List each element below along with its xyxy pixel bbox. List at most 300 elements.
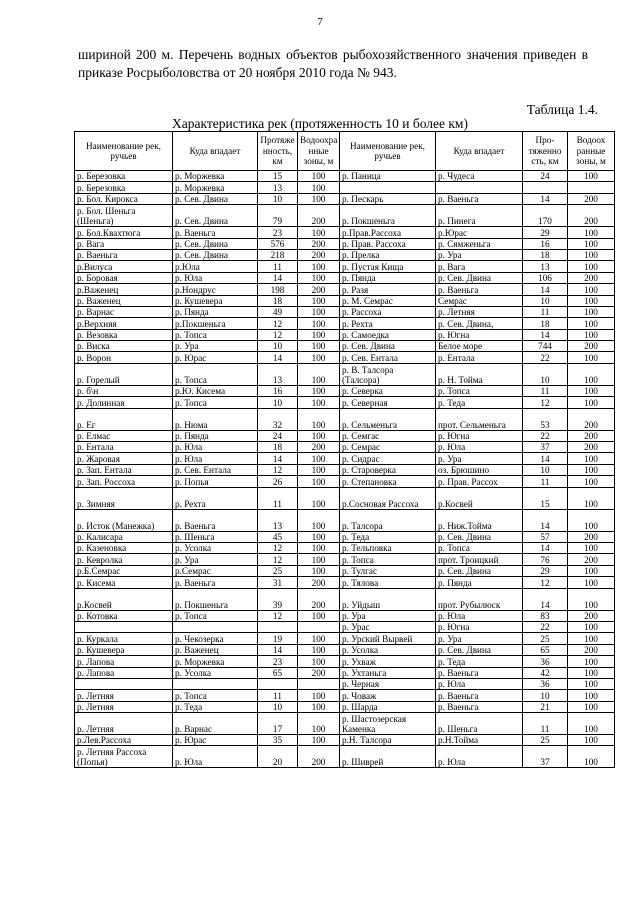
table-cell: р. Исток (Манежка) xyxy=(75,509,173,531)
table-cell: 576 xyxy=(258,238,298,249)
table-cell: 16 xyxy=(258,385,298,396)
table-cell: 200 xyxy=(568,193,615,204)
table-label: Таблица 1.4. xyxy=(526,102,598,117)
table-cell: 11 xyxy=(258,261,298,272)
table-cell: 18 xyxy=(523,318,568,329)
table-cell: 12 xyxy=(258,610,298,621)
table-cell: 13 xyxy=(523,261,568,272)
table-row xyxy=(75,284,615,295)
table-cell: р. Прав. Рассох xyxy=(436,476,523,487)
table-row xyxy=(75,735,615,746)
table-row xyxy=(75,363,615,385)
table-cell: 200 xyxy=(298,588,340,610)
table-cell: 200 xyxy=(298,577,340,588)
table-cell: р. Вага xyxy=(436,261,523,272)
table-cell: р. Паница xyxy=(340,171,436,182)
table-cell: р. Моржевка xyxy=(173,656,258,667)
table-cell: р. Ентала xyxy=(436,352,523,363)
table-cell: 200 xyxy=(298,667,340,678)
table-row xyxy=(75,610,615,621)
table-cell: р. Югна xyxy=(436,430,523,441)
table-cell: р. Пустая Кища xyxy=(340,261,436,272)
table-cell: 13 xyxy=(258,363,298,385)
table-cell: р.Косвей xyxy=(436,487,523,509)
table-row xyxy=(75,341,615,352)
table-cell: 100 xyxy=(568,284,615,295)
table-cell: р. Шеньга xyxy=(436,713,523,735)
table-row xyxy=(75,272,615,283)
table-cell: 100 xyxy=(298,341,340,352)
table-row xyxy=(75,385,615,396)
table-cell: р. М. Семрас xyxy=(340,295,436,306)
table-row xyxy=(75,577,615,588)
table-cell: 45 xyxy=(258,531,298,542)
table-cell: р. Кушевера xyxy=(173,295,258,306)
table-cell: 79 xyxy=(258,205,298,227)
table-row xyxy=(75,193,615,204)
table-cell: р. Семгас xyxy=(340,430,436,441)
table-cell: р. Шарда xyxy=(340,701,436,712)
table-cell: р. Талсора xyxy=(340,509,436,531)
table-cell: р. Топса xyxy=(173,363,258,385)
table-cell xyxy=(173,678,258,689)
table-row xyxy=(75,306,615,317)
table-cell: р. Ухтаньга xyxy=(340,667,436,678)
table-cell: 100 xyxy=(298,171,340,182)
header-cell: Куда впадает xyxy=(173,132,258,171)
table-cell: р. Топса xyxy=(340,554,436,565)
table-cell xyxy=(173,621,258,632)
table-cell: 200 xyxy=(568,442,615,453)
table-cell: 100 xyxy=(568,542,615,553)
table-cell: 76 xyxy=(523,554,568,565)
table-row xyxy=(75,238,615,249)
table-cell: 24 xyxy=(258,430,298,441)
table-row xyxy=(75,565,615,576)
table-cell: р. Югна xyxy=(436,621,523,632)
table-cell: 200 xyxy=(568,610,615,621)
table-cell xyxy=(258,678,298,689)
table-cell: 53 xyxy=(523,408,568,430)
table-cell: р. Калисара xyxy=(75,531,173,542)
table-cell: р. Усолка xyxy=(340,644,436,655)
table-cell: 100 xyxy=(568,509,615,531)
table-cell: р. Березовка xyxy=(75,171,173,182)
table-cell: 100 xyxy=(568,667,615,678)
table-cell xyxy=(258,621,298,632)
table-cell: 100 xyxy=(568,577,615,588)
table-cell: р. Варнас xyxy=(173,713,258,735)
table-cell: р. Сидрас xyxy=(340,453,436,464)
table-cell: 32 xyxy=(258,408,298,430)
table-cell: р. Ваеньга xyxy=(436,701,523,712)
table-cell xyxy=(340,182,436,193)
table-cell: 100 xyxy=(568,295,615,306)
table-row xyxy=(75,690,615,701)
table-cell: 100 xyxy=(298,656,340,667)
table-cell: 100 xyxy=(298,633,340,644)
table-cell: 100 xyxy=(298,644,340,655)
table-cell: р. Казеновка xyxy=(75,542,173,553)
table-cell: р. Северная xyxy=(340,397,436,408)
table-cell: р. Ухваж xyxy=(340,656,436,667)
table-cell: 200 xyxy=(298,238,340,249)
table-row xyxy=(75,746,615,768)
table-cell: р. Пескарь xyxy=(340,193,436,204)
table-row xyxy=(75,487,615,509)
table-cell: 100 xyxy=(568,453,615,464)
table-cell: р. Н. Тойма xyxy=(436,363,523,385)
table-cell: р. б\н xyxy=(75,385,173,396)
table-cell: р. Ентала xyxy=(75,442,173,453)
table-cell: 13 xyxy=(258,509,298,531)
table-cell: 100 xyxy=(298,476,340,487)
table-row xyxy=(75,295,615,306)
table-cell: р. Черная xyxy=(340,678,436,689)
table-cell: р. Сев. Двина xyxy=(173,238,258,249)
table-cell: р. Попья xyxy=(173,476,258,487)
table-cell: оз. Брюшино xyxy=(436,464,523,475)
table-row xyxy=(75,644,615,655)
table-cell: р. Моржевка xyxy=(173,182,258,193)
table-cell: 57 xyxy=(523,531,568,542)
table-cell: 200 xyxy=(568,531,615,542)
table-cell: р. Бол. Шеньга (Шеньга) xyxy=(75,205,173,227)
table-cell: р. Моржевка xyxy=(173,171,258,182)
table-cell: р. В. Талсора (Талсора) xyxy=(340,363,436,385)
table-cell: 14 xyxy=(523,284,568,295)
table-cell: р.Верхняя xyxy=(75,318,173,329)
table-cell: 200 xyxy=(568,272,615,283)
intro-paragraph: шириной 200 м. Перечень водных объектов рыбохозяйственного значения приведен в приказе Росрыболовства от 20 ноября 2010 года № 943. xyxy=(78,47,588,80)
table-cell: р.Ю. Кисема xyxy=(173,385,258,396)
table-cell: 23 xyxy=(258,227,298,238)
table-cell: р.Важенец xyxy=(75,284,173,295)
table-cell: 100 xyxy=(568,318,615,329)
table-row xyxy=(75,205,615,227)
table-cell: р. Жаровая xyxy=(75,453,173,464)
table-header-row xyxy=(75,132,615,171)
table-row xyxy=(75,509,615,531)
table-cell: р. Юла xyxy=(436,610,523,621)
table-cell: р. Летняя xyxy=(75,713,173,735)
table-cell: 100 xyxy=(568,352,615,363)
table-cell: р. Юрас xyxy=(173,352,258,363)
table-cell: р. Покшеньга xyxy=(340,205,436,227)
table-cell: 100 xyxy=(568,678,615,689)
table-cell: р. Сямженьга xyxy=(436,238,523,249)
table-cell: 29 xyxy=(523,227,568,238)
table-row xyxy=(75,430,615,441)
table-cell: Семрас xyxy=(436,295,523,306)
table-cell: 36 xyxy=(523,678,568,689)
table-cell: 11 xyxy=(523,476,568,487)
table-cell: р. Уйдыш xyxy=(340,588,436,610)
table-cell: р. Топса xyxy=(173,610,258,621)
table-cell: р. Разя xyxy=(340,284,436,295)
table-cell: 18 xyxy=(523,249,568,260)
table-row xyxy=(75,554,615,565)
table-cell: р. Староверка xyxy=(340,464,436,475)
table-cell: р. Теда xyxy=(436,397,523,408)
table-cell: р. Югна xyxy=(436,329,523,340)
table-cell: 24 xyxy=(523,171,568,182)
table-cell: р. Ура xyxy=(436,633,523,644)
table-cell: 12 xyxy=(258,318,298,329)
table-cell: р. Чудеса xyxy=(436,171,523,182)
table-cell: 25 xyxy=(523,633,568,644)
table-cell: р. Сев. Двина xyxy=(436,565,523,576)
table-cell: 12 xyxy=(523,577,568,588)
table-cell: р. Важенец xyxy=(173,644,258,655)
table-cell: 100 xyxy=(568,690,615,701)
table-cell: 200 xyxy=(568,408,615,430)
table-cell: 14 xyxy=(523,329,568,340)
table-cell: 100 xyxy=(298,363,340,385)
table-cell: 100 xyxy=(298,565,340,576)
table-cell: 10 xyxy=(258,193,298,204)
table-cell: р. Пянда xyxy=(173,306,258,317)
table-cell: р. Ваеньга xyxy=(436,690,523,701)
table-cell: р. Прелка xyxy=(340,249,436,260)
table-cell: 100 xyxy=(568,363,615,385)
table-cell: р. Ег xyxy=(75,408,173,430)
table-cell: 12 xyxy=(523,397,568,408)
table-cell: р. Северка xyxy=(340,385,436,396)
table-cell: 100 xyxy=(298,542,340,553)
table-cell: 100 xyxy=(298,227,340,238)
table-cell: р. Пянда xyxy=(173,430,258,441)
header-cell: Наименование рек, ручьев xyxy=(75,132,173,171)
table-row xyxy=(75,713,615,735)
header-cell: Куда впадает xyxy=(436,132,523,171)
table-cell: 100 xyxy=(568,464,615,475)
table-cell: р. Ура xyxy=(173,341,258,352)
table-cell xyxy=(75,678,173,689)
table-cell: р. Лапова xyxy=(75,667,173,678)
table-cell: 10 xyxy=(523,690,568,701)
table-cell: р. Елмас xyxy=(75,430,173,441)
table-row xyxy=(75,397,615,408)
table-cell: р. Топса xyxy=(173,329,258,340)
table-cell: 39 xyxy=(258,588,298,610)
table-cell: 14 xyxy=(523,588,568,610)
table-cell: р. Сев. Двина xyxy=(173,193,258,204)
table-cell: р. Ваеньга xyxy=(436,284,523,295)
table-cell: р. Сев. Двина, xyxy=(436,318,523,329)
table-cell: 23 xyxy=(258,656,298,667)
table-cell: р. Горелый xyxy=(75,363,173,385)
table-row xyxy=(75,442,615,453)
table-cell: 200 xyxy=(298,249,340,260)
table-cell: р. Лапова xyxy=(75,656,173,667)
table-cell xyxy=(298,621,340,632)
table-cell: 100 xyxy=(568,656,615,667)
table-cell: 100 xyxy=(298,610,340,621)
table-body xyxy=(75,171,615,768)
table-row xyxy=(75,542,615,553)
table-cell: 15 xyxy=(523,487,568,509)
table-cell: р. Топса xyxy=(173,690,258,701)
table-cell: 36 xyxy=(523,656,568,667)
table-cell: 37 xyxy=(523,442,568,453)
table-cell: 65 xyxy=(258,667,298,678)
table-row xyxy=(75,678,615,689)
table-cell: 100 xyxy=(298,193,340,204)
table-cell: р.Семрас xyxy=(173,565,258,576)
table-cell: р. Пянда xyxy=(340,272,436,283)
table-cell: 11 xyxy=(258,487,298,509)
table-cell: 100 xyxy=(568,171,615,182)
table-cell: 100 xyxy=(298,531,340,542)
table-cell: р.Косвей xyxy=(75,588,173,610)
table-row xyxy=(75,588,615,610)
table-cell: 100 xyxy=(568,261,615,272)
table-row xyxy=(75,329,615,340)
table-cell: р. Сев. Ентала xyxy=(340,352,436,363)
table-cell: 100 xyxy=(298,701,340,712)
table-cell: р. Ворон xyxy=(75,352,173,363)
table-cell: р.Прав.Рассоха xyxy=(340,227,436,238)
table-cell: 100 xyxy=(298,487,340,509)
table-cell: р. Кушевера xyxy=(75,644,173,655)
table-cell: 100 xyxy=(298,430,340,441)
table-cell: 100 xyxy=(298,385,340,396)
table-cell: 12 xyxy=(258,329,298,340)
table-cell: р. Степановка xyxy=(340,476,436,487)
table-cell xyxy=(436,182,523,193)
table-cell: 21 xyxy=(523,701,568,712)
table-cell: 100 xyxy=(298,352,340,363)
table-row xyxy=(75,667,615,678)
table-cell: р. Семрас xyxy=(340,442,436,453)
table-cell: р. Юла xyxy=(436,442,523,453)
table-cell: 22 xyxy=(523,430,568,441)
header-cell: Наименование рек, ручьев xyxy=(340,132,436,171)
table-cell: р. Сев. Двина xyxy=(173,249,258,260)
table-cell: р. Рехта xyxy=(173,487,258,509)
table-row xyxy=(75,408,615,430)
table-row xyxy=(75,182,615,193)
table-cell: 100 xyxy=(568,476,615,487)
table-cell: 14 xyxy=(258,352,298,363)
table-cell: р. Юрас xyxy=(173,735,258,746)
table-cell: р. Тельповка xyxy=(340,542,436,553)
table-cell: 100 xyxy=(568,397,615,408)
table-cell: 100 xyxy=(298,690,340,701)
table-cell: р. Вага xyxy=(75,238,173,249)
table-row xyxy=(75,621,615,632)
table-cell: р.Сосновая Рассоха xyxy=(340,487,436,509)
table-cell: 19 xyxy=(258,633,298,644)
table-cell: 100 xyxy=(298,453,340,464)
table-cell: 10 xyxy=(523,363,568,385)
table-cell: р. Ваеньга xyxy=(173,577,258,588)
table-cell: р. Сев. Двина xyxy=(173,205,258,227)
table-cell: р. Котовка xyxy=(75,610,173,621)
table-cell: 65 xyxy=(523,644,568,655)
table-cell: р. Усолка xyxy=(173,667,258,678)
table-cell: р. Сев. Двина xyxy=(436,644,523,655)
table-title: Характеристика рек (протяженность 10 и более км) xyxy=(172,116,468,131)
table-cell: р. Летняя Рассоха (Попья) xyxy=(75,746,173,768)
table-cell: 100 xyxy=(568,633,615,644)
table-cell: 10 xyxy=(523,295,568,306)
table-cell: 100 xyxy=(298,735,340,746)
table-cell: р. Юла xyxy=(436,678,523,689)
table-cell: р. Рехта xyxy=(340,318,436,329)
table-cell: 17 xyxy=(258,713,298,735)
table-cell: 100 xyxy=(568,385,615,396)
table-cell: 198 xyxy=(258,284,298,295)
table-cell xyxy=(298,678,340,689)
table-cell: р. Чекозерка xyxy=(173,633,258,644)
table-cell: 200 xyxy=(568,554,615,565)
table-cell: 83 xyxy=(523,610,568,621)
table-cell: 11 xyxy=(258,690,298,701)
table-cell: р.Вилуса xyxy=(75,261,173,272)
table-cell: р. Юла xyxy=(173,746,258,768)
table-cell: 25 xyxy=(258,565,298,576)
table-cell: 200 xyxy=(568,205,615,227)
table-cell: р. Сев. Двина xyxy=(436,531,523,542)
table-row xyxy=(75,352,615,363)
table-cell: 100 xyxy=(298,464,340,475)
table-cell: 22 xyxy=(523,352,568,363)
table-cell: р. Боровая xyxy=(75,272,173,283)
table-cell: р.Н. Талсора xyxy=(340,735,436,746)
table-cell: 14 xyxy=(258,272,298,283)
table-cell: р. Урский Вырвей xyxy=(340,633,436,644)
table-cell: р. Ваеньга xyxy=(173,509,258,531)
table-cell: 10 xyxy=(258,397,298,408)
table-cell: 200 xyxy=(568,644,615,655)
table-cell: 100 xyxy=(298,509,340,531)
table-cell: 13 xyxy=(258,182,298,193)
table-row xyxy=(75,476,615,487)
table-cell: р. Теда xyxy=(436,656,523,667)
header-cell: Протяже нность, км xyxy=(258,132,298,171)
table-cell: 25 xyxy=(523,735,568,746)
table-cell: р.Лев.Рассоха xyxy=(75,735,173,746)
table-cell: 100 xyxy=(568,735,615,746)
table-cell: 218 xyxy=(258,249,298,260)
table-row xyxy=(75,656,615,667)
table-cell: р. Сев. Ентала xyxy=(173,464,258,475)
table-cell: 100 xyxy=(568,249,615,260)
table-cell: 12 xyxy=(258,464,298,475)
table-cell xyxy=(523,182,568,193)
table-cell: 200 xyxy=(298,205,340,227)
table-cell: 14 xyxy=(523,542,568,553)
table-cell: р. Летняя xyxy=(436,306,523,317)
table-row xyxy=(75,318,615,329)
table-cell: р. Ваеньга xyxy=(173,227,258,238)
table-cell: 37 xyxy=(523,746,568,768)
table-cell: р.Юла xyxy=(173,261,258,272)
table-cell: Белое море xyxy=(436,341,523,352)
table-cell: р. Зап. Россоха xyxy=(75,476,173,487)
table-cell: 100 xyxy=(298,329,340,340)
table-cell: 170 xyxy=(523,205,568,227)
table-row xyxy=(75,633,615,644)
table-cell: 100 xyxy=(568,565,615,576)
table-cell: 31 xyxy=(258,577,298,588)
header-cell: Водоох ранные зоны, м xyxy=(568,132,615,171)
table-cell: р. Ваеньга xyxy=(436,667,523,678)
table-row xyxy=(75,227,615,238)
table-cell: 26 xyxy=(258,476,298,487)
